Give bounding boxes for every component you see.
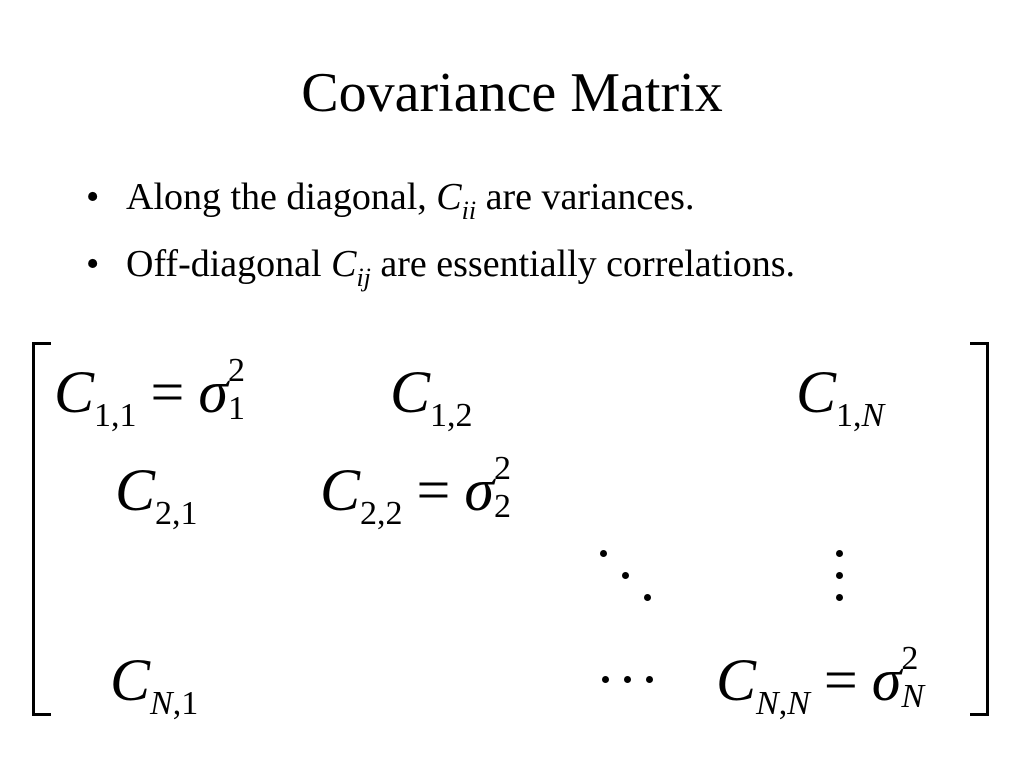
sigma-subscript: 2 <box>493 488 511 525</box>
bullet-var-subscript: ii <box>461 196 477 225</box>
slide-title: Covariance Matrix <box>301 62 723 124</box>
matrix-cell-c12 <box>390 359 473 434</box>
bullet-var: C <box>331 243 357 285</box>
cell-symbol: C <box>716 647 757 713</box>
matrix-cell-cn1 <box>110 647 199 722</box>
cell-subscript-n: N <box>756 685 779 722</box>
sigma-superscript: 2 <box>493 450 511 487</box>
cell-equals: = <box>416 457 451 523</box>
matrix-cell-c21 <box>115 457 198 532</box>
cell-subscript-n: N <box>787 685 810 722</box>
cell-subscript-n: N <box>861 397 885 434</box>
cell-subscript: 1, <box>836 397 862 434</box>
dot <box>644 594 651 601</box>
sigma-scripts <box>493 450 522 525</box>
cell-symbol: C <box>54 359 95 425</box>
cell-subscript: ,1 <box>172 685 199 722</box>
sigma-scripts <box>901 640 929 715</box>
matrix-cell-c22 <box>320 450 522 532</box>
horizontal-dots-icon <box>602 676 658 684</box>
bullet-symbol: • <box>86 243 100 285</box>
sigma-symbol: σ <box>464 457 494 523</box>
bullet-symbol: • <box>86 176 100 218</box>
matrix-left-bracket <box>32 342 51 716</box>
dot <box>602 676 609 683</box>
cell-subscript: 1,1 <box>94 397 137 434</box>
cell-symbol: C <box>110 647 151 713</box>
bullet-var: C <box>436 176 462 218</box>
cell-symbol: C <box>320 457 361 523</box>
vertical-dots-icon <box>836 550 848 610</box>
dot <box>622 572 629 579</box>
diagonal-dots-icon <box>600 550 660 610</box>
matrix-cell-c11 <box>54 352 256 434</box>
dot <box>836 594 843 601</box>
dot <box>600 550 607 557</box>
sigma-superscript: 2 <box>901 640 919 677</box>
cell-symbol: C <box>115 457 156 523</box>
bullet-text-before: Off-diagonal <box>126 243 332 285</box>
cell-subscript: 2,1 <box>155 495 198 532</box>
cell-equals: = <box>150 359 185 425</box>
cell-equals: = <box>823 647 858 713</box>
bullet-text-after: are variances. <box>476 176 695 218</box>
sigma-scripts <box>227 352 256 427</box>
sigma-superscript: 2 <box>227 352 245 389</box>
bullet-text-before: Along the diagonal, <box>126 176 437 218</box>
cell-subscript: 2,2 <box>360 495 403 532</box>
cell-subscript-comma: , <box>778 685 788 722</box>
matrix-cell-c1n <box>796 359 885 434</box>
sigma-subscript: N <box>901 678 925 715</box>
bullet-var-subscript: ij <box>356 263 371 292</box>
cell-symbol: C <box>390 359 431 425</box>
sigma-symbol: σ <box>198 359 228 425</box>
matrix-cell-cnn <box>716 640 929 722</box>
sigma-subscript: 1 <box>227 390 245 427</box>
cell-subscript-n: N <box>150 685 173 722</box>
sigma-symbol: σ <box>871 647 902 713</box>
dot <box>836 550 843 557</box>
dot <box>624 676 631 683</box>
bullet-text-after: are essentially correlations. <box>370 243 796 285</box>
dot <box>646 676 653 683</box>
cell-symbol: C <box>796 359 837 425</box>
cell-subscript: 1,2 <box>430 397 473 434</box>
matrix-right-bracket <box>970 342 989 716</box>
dot <box>836 572 843 579</box>
